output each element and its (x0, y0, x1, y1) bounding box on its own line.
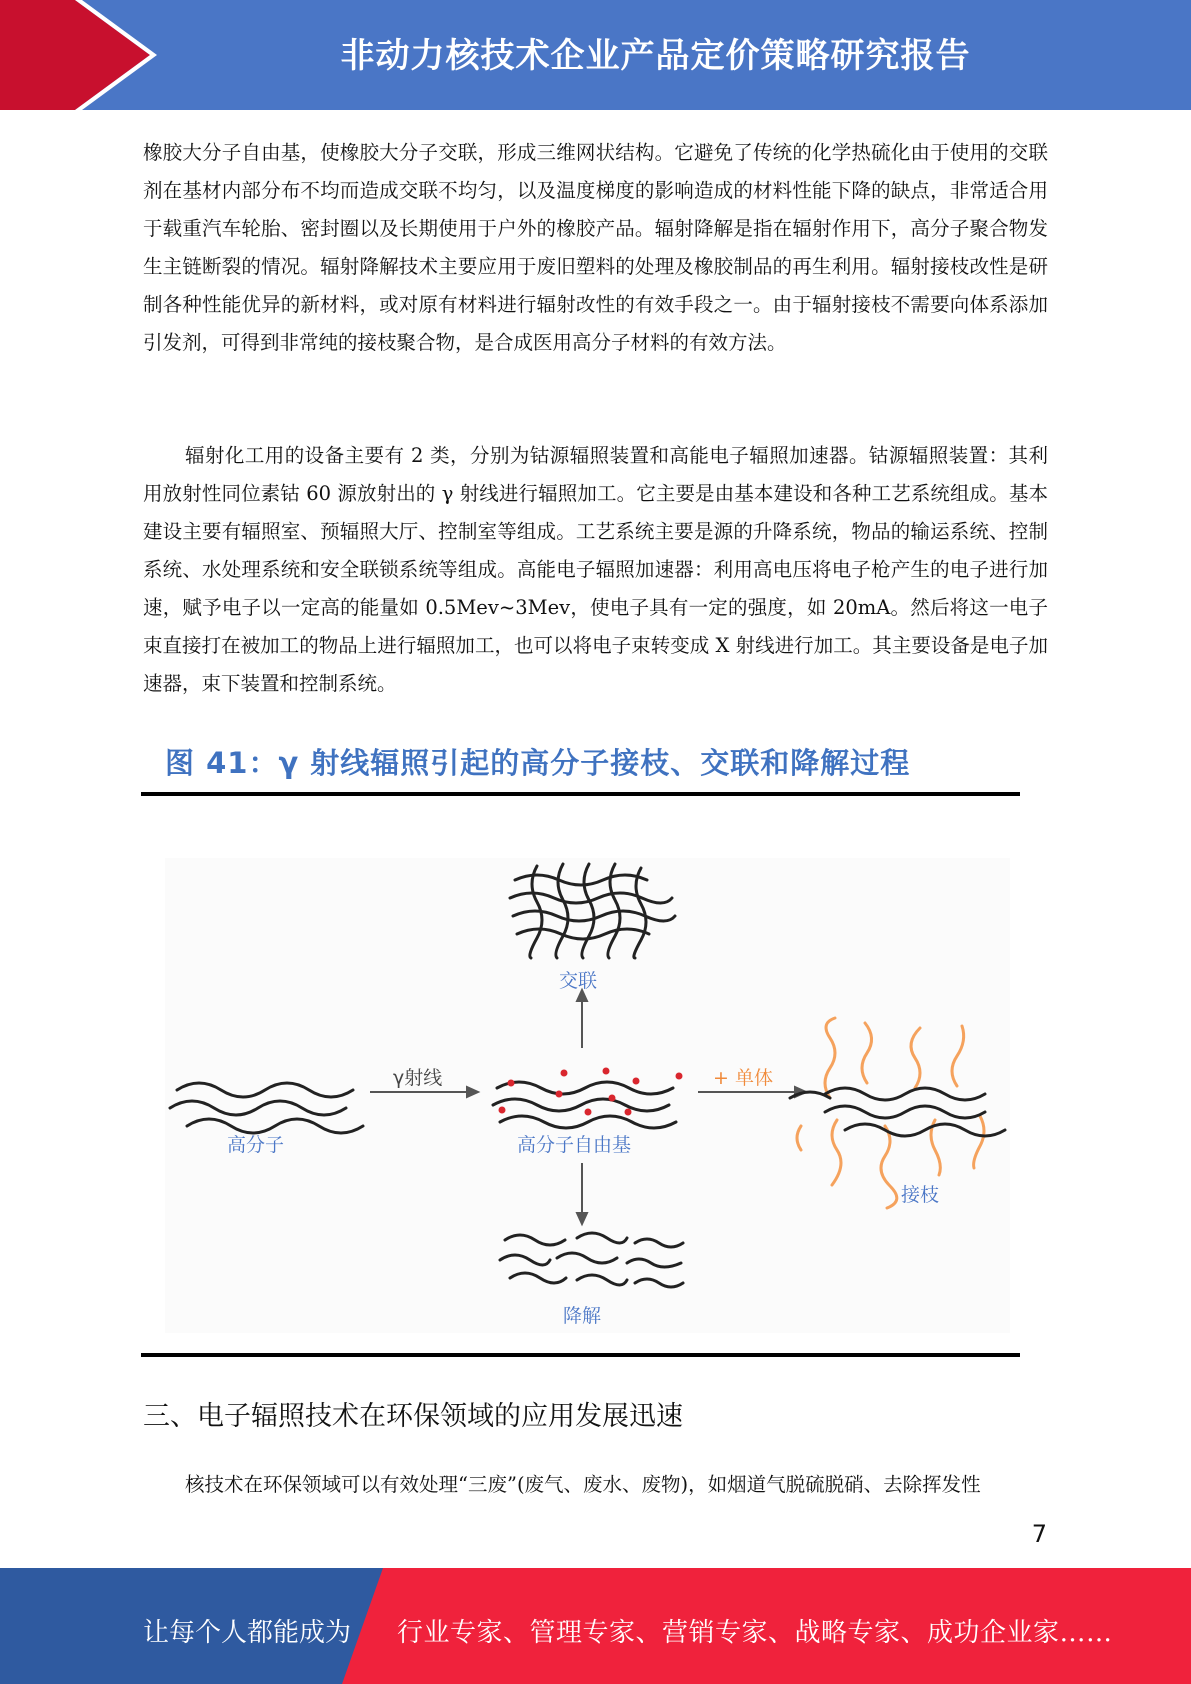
radiation-process-diagram (165, 858, 1010, 1333)
label-plus-monomer: + 单体 (713, 1067, 773, 1089)
body-paragraph-2: 辐射化工用的设备主要有 2 类，分别为钴源辐照装置和高能电子辐照加速器。钴源辐照装置：其利用放射性同位素钴 60 源放射出的 γ 射线进行辐照加工。它主要是由基本建设和各种工艺系统组成。基本建设主要有辐照室、预辐照大厅、控制室等组成。工艺系统主要是源的升降系统，物品的输运系统、控制系统、水处理系统和安全联锁系统等组成。高能电子辐照加速器：利用高电压将电子枪产生的电子进行加速，赋予电子以一定高的能量如 0.5Mev~3Mev，使电子具有一定的强度，如 20mA。然后将这一电子束直接打在被加工的物品上进行辐照加工，也可以将电子束转变成 X 射线进行加工。其主要设备是电子加速器，束下装置和控制系统。 (143, 444, 1048, 695)
diagram-graphics (165, 858, 1010, 1333)
body-paragraph-3: 核技术在环保领域可以有效处理“三废”(废气、废水、废物)，如烟道气脱硫脱硝、去除挥发性 (185, 1473, 981, 1496)
label-graft: 接枝 (901, 1184, 940, 1206)
label-crosslink: 交联 (559, 970, 598, 992)
footer-slogan-left: 让每个人都能成为 (143, 1618, 352, 1648)
section-heading: 三、电子辐照技术在环保领域的应用发展迅速 (143, 1401, 683, 1432)
report-title: 非动力核技术企业产品定价策略研究报告 (340, 36, 971, 76)
header-arrow-icon (0, 0, 160, 110)
label-gamma-ray: γ射线 (393, 1067, 443, 1089)
label-polymer: 高分子 (227, 1134, 285, 1156)
footer-slogan-right: 行业专家、管理专家、营销专家、战略专家、成功企业家…… (397, 1618, 1113, 1648)
page-number: 7 (1031, 1520, 1047, 1548)
figure-top-rule (141, 792, 1020, 796)
label-radical: 高分子自由基 (517, 1134, 632, 1156)
figure-title: 图 41：γ 射线辐照引起的高分子接枝、交联和降解过程 (165, 746, 911, 780)
label-degrade: 降解 (563, 1305, 602, 1327)
header-bar (0, 0, 1191, 110)
figure-bottom-rule (141, 1353, 1020, 1357)
body-paragraph-1: 橡胶大分子自由基，使橡胶大分子交联，形成三维网状结构。它避免了传统的化学热硫化由于使用的交联剂在基材内部分布不均而造成交联不均匀，以及温度梯度的影响造成的材料性能下降的缺点，非常适合用于载重汽车轮胎、密封圈以及长期使用于户外的橡胶产品。辐射降解是指在辐射作用下，高分子聚合物发生主链断裂的情况。辐射降解技术主要应用于废旧塑料的处理及橡胶制品的再生利用。辐射接枝改性是研制各种性能优异的新材料，或对原有材料进行辐射改性的有效手段之一。由于辐射接枝不需要向体系添加引发剂，可得到非常纯的接枝聚合物，是合成医用高分子材料的有效方法。 (143, 141, 1048, 354)
